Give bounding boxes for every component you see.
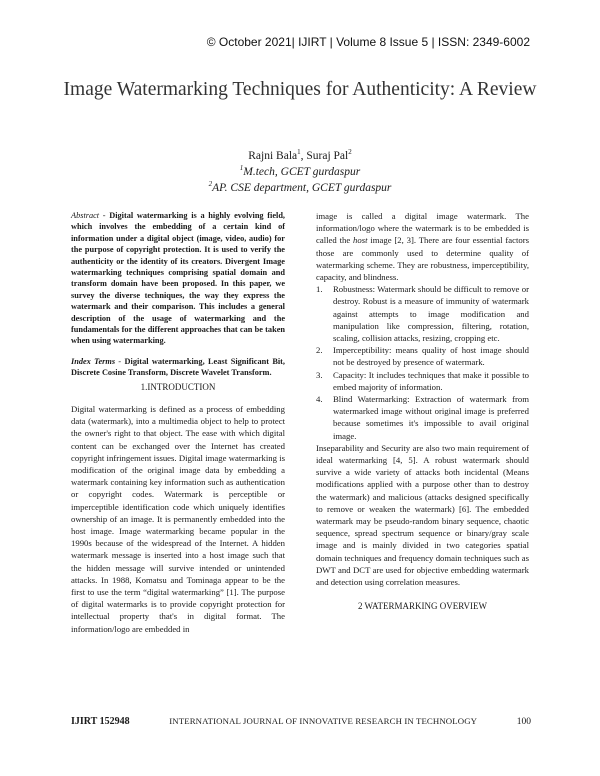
section-heading-overview: 2 WATERMARKING OVERVIEW: [357, 601, 488, 612]
list-item: 3. Capacity: It includes techniques that make it possible to embed majority of information.: [316, 369, 529, 392]
running-header: © October 2021| IJIRT | Volume 8 Issue 5 | ISSN: 2349-6002: [206, 35, 530, 49]
abstract: [71, 210, 285, 347]
journal-number: IJIRT 152948: [71, 716, 130, 727]
author-names: Rajni Bala$^1$, Suraj Pal$^2$: [248, 148, 352, 162]
list-item: 2. Imperceptibility: means quality of host image should not be destroyed by presence of watermark.: [316, 345, 529, 368]
paper-title: Image Watermarking Techniques for Authenticity: A Review: [63, 79, 537, 100]
right-paragraph-2: Inseparability and Security are also two main requirement of ideal watermarking [4, 5]. A robust watermark should survive a wide variety of attacks both incidental (Means modifications applied with a purpose other than to destroy the watermark) and malicious (attacks designed specifically to remove or weaken the watermark) [6]. The embedded watermark may be pseudo-random binary sequence, chaotic sequence, spread spectrum sequence or binary/gray scale image and is mainly divided in two categories spatial domain techniques and frequency domain techniques such as DWT and DCT are used for objective embedding watermark and detection using correlation measures.: [316, 442, 529, 588]
host-term: host: [353, 235, 368, 246]
index-terms-label: Index Terms -: [71, 356, 122, 366]
index-terms-text: Digital watermarking, Least Significant Bit, Discrete Cosine Transform, Discrete Wavelet Transform.: [71, 356, 285, 378]
index-terms: [71, 356, 285, 379]
author-block: [100, 148, 500, 196]
affiliation-2: $^2$AP. CSE department, GCET gurdaspur: [208, 180, 392, 194]
right-paragraph-1: image is called a digital image watermark. The information/logo where the watermark is to be embedded is called the host image [2, 3]. There are four essential factors those are commonly used to determine quality of watermarking scheme. They are robustness, imperceptibility, capacity, and blindness.: [316, 211, 529, 283]
journal-title: INTERNATIONAL JOURNAL OF INNOVATIVE RESEARCH IN TECHNOLOGY: [169, 716, 478, 726]
affiliation-1: $^1$M.tech, GCET gurdaspur: [239, 164, 361, 178]
abstract-label: Abstract -: [71, 211, 106, 220]
page-footer: [71, 716, 531, 727]
page-number: 100: [516, 717, 531, 727]
intro-paragraph: Digital watermarking is defined as a process of embedding data (watermark), into a multimedia object to help to protect the owner's right to that object. The ease with which digital content can be exchanged over the Internet has created copyright infringement issues. Digital image watermarking is modification of the original image data by embedding a watermark containing key information such as authentication or copyright codes. Watermark is perceptible or imperceptible identification code which uniquely identifies ownership of an image. It is permanently embedded into the host image. Image watermarking became popular in the 1990s because of the widespread of the Internet. A hidden watermark message is inserted into a host image such that the hidden message will survive intended or unintended attacks. In 1988, Komatsu and Tominaga appear to be the first to use the term “digital watermarking” [1]. The purpose of digital watermarks is to provide copyright protection for intellectual property that's in digital format. The information/logo are embedded in: [71, 403, 285, 634]
list-item: 1. Robustness: Watermark should be difficult to remove or destroy. Robust is a measure of immunity of watermark against attempts to image modification and manipulation like compression, filtering, rotation, scaling, collision attacks, resizing, cropping etc.: [316, 284, 529, 344]
list-item: 4. Blind Watermarking: Extraction of watermark from watermarked image without original image is preferred because sometimes it's impossible to avail original image.: [316, 394, 529, 441]
section-heading-introduction: 1.INTRODUCTION: [140, 381, 216, 392]
requirements-list: [316, 283, 529, 442]
left-column: [71, 210, 285, 635]
right-column: [316, 210, 529, 613]
abstract-text: Digital watermarking is a highly evolving field, which involves the embedding of a certain kind of information under a digital object (image, video, audio) for the purpose of copyright protection. It is used to verify the authenticity or the identity of its creators. Divergent Image watermarking techniques comprising spatial domain and transform domain have been proposed. In this paper, we survey the diverse techniques, the way they express the watermark and their comparison. This includes a general description of the usage of watermarking and the fundamentals for the different approaches that can be taken when using watermarking.: [71, 211, 286, 346]
